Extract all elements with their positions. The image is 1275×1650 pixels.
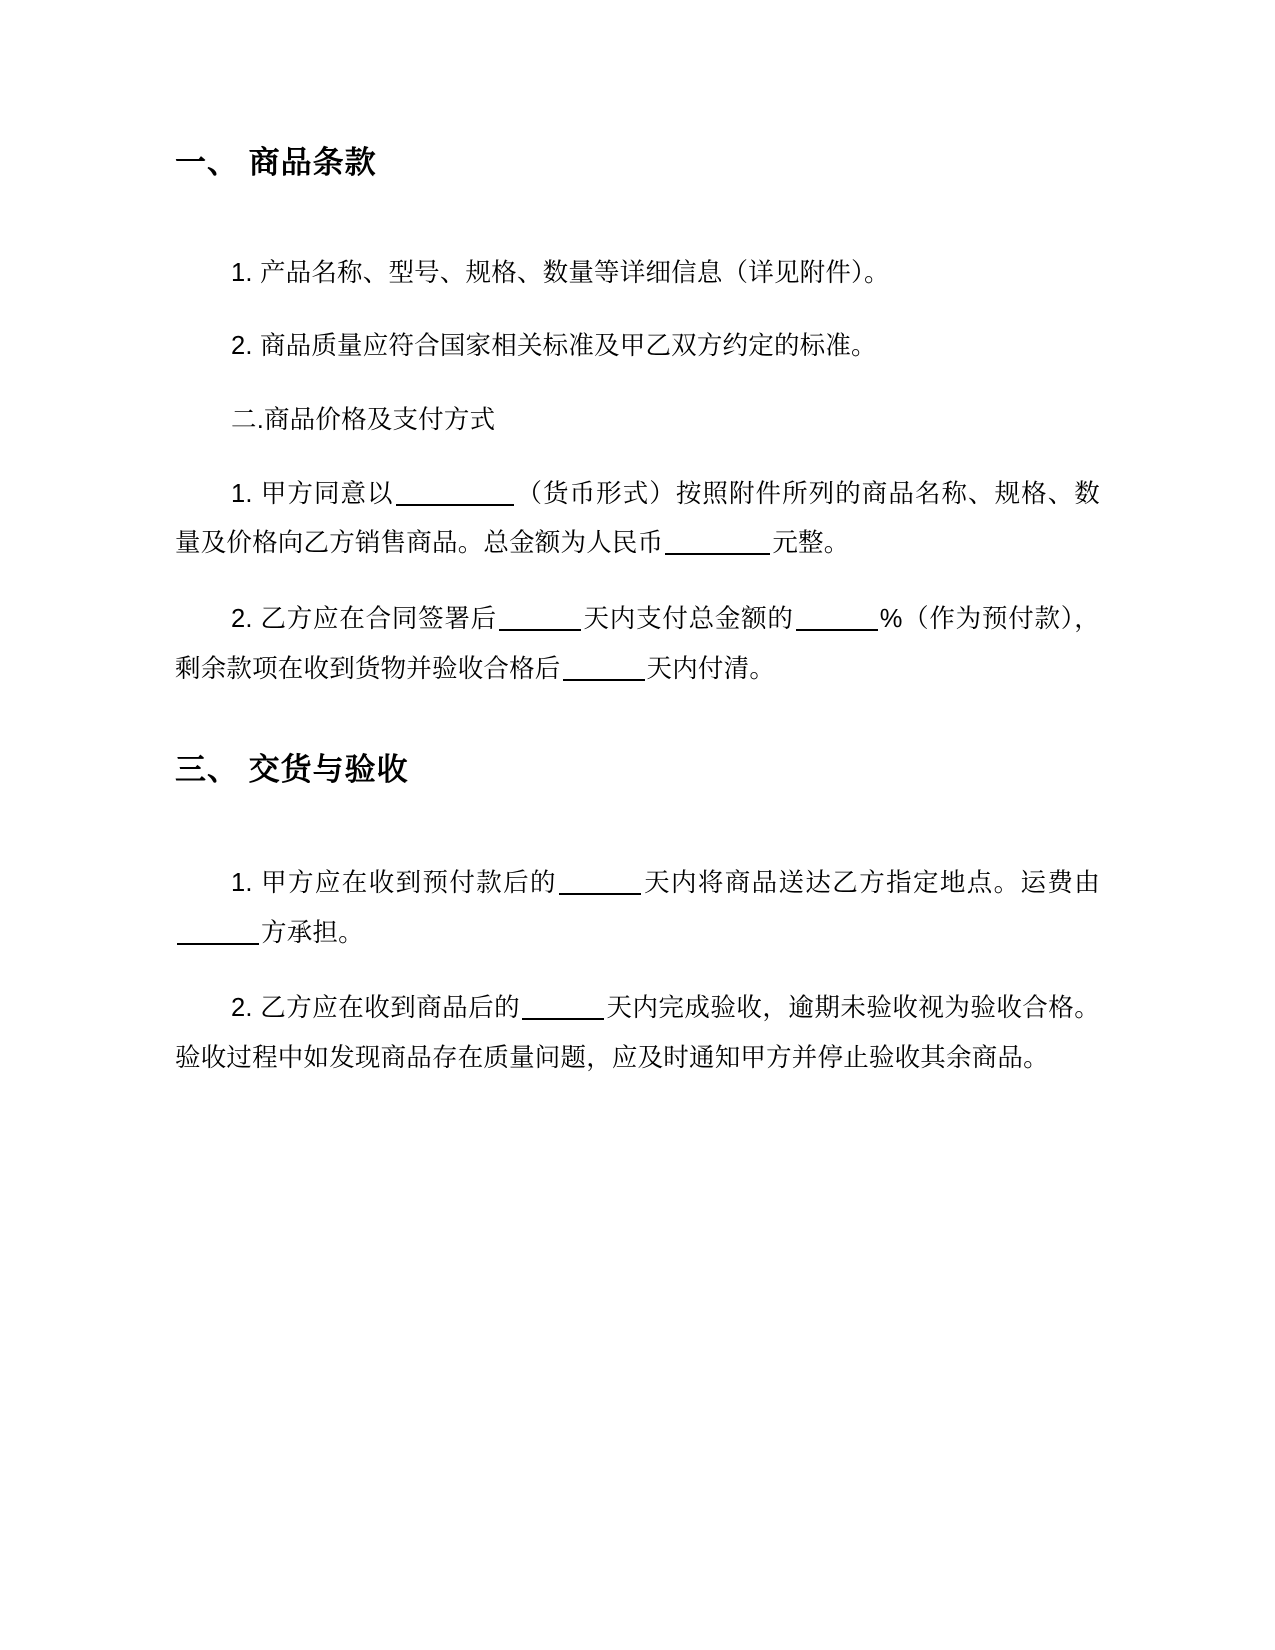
section-heading-goods-terms: 一、 商品条款 [175,145,377,180]
clause-quality-standard: 2. 商品质量应符合国家相关标准及甲乙双方约定的标准。 [231,332,877,361]
clause-price-lead: 1. 甲方同意以 [231,479,394,508]
clause-delivery-lead: 1. 甲方应在收到预付款后的 [231,869,557,898]
clause-price-agreement [175,470,1100,569]
blank-payment-percent[interactable] [796,629,878,631]
clause-payment-mid2: %（作为预付款），剩余款项在收到货物并验收合格后 [175,605,1100,683]
blank-balance-days[interactable] [563,679,645,681]
clause-delivery-mid: 天内将商品送达乙方指定地点。运费由 [642,869,1100,898]
clause-delivery [175,859,1100,958]
clause-payment-mid: 天内支付总金额的 [582,605,794,634]
clause-price-tail: 元整。 [772,529,850,558]
blank-payment-days[interactable] [499,629,581,631]
clause-payment-lead: 2. 乙方应在合同签署后 [231,605,497,634]
blank-currency-form[interactable] [396,504,514,506]
clause-payment-terms [175,595,1100,694]
clause-payment-tail: 天内付清。 [646,654,776,683]
clause-acceptance [175,984,1100,1083]
clause-delivery-tail: 方承担。 [261,918,364,947]
clause-price-mid: （货币形式）按照附件所列的商品名称、规格、数量及价格向乙方销售商品。总金额为人民币 [175,479,1100,558]
clause-product-details: 1. 产品名称、型号、规格、数量等详细信息（详见附件）。 [231,258,890,287]
blank-freight-party[interactable] [177,943,259,945]
blank-acceptance-days[interactable] [522,1018,604,1020]
blank-total-amount[interactable] [665,553,770,555]
clause-acceptance-lead: 2. 乙方应在收到商品后的 [231,994,521,1023]
subheading-price-payment: 二.商品价格及支付方式 [231,405,496,434]
section-heading-delivery-acceptance: 三、 交货与验收 [175,751,409,787]
blank-delivery-days[interactable] [559,893,641,895]
clause-acceptance-mid: 天内完成验收，逾期未验收视为验收合格。验收过程中如发现商品存在质量问题，应及时通知甲方并停止验收其余商品。 [175,994,1100,1073]
